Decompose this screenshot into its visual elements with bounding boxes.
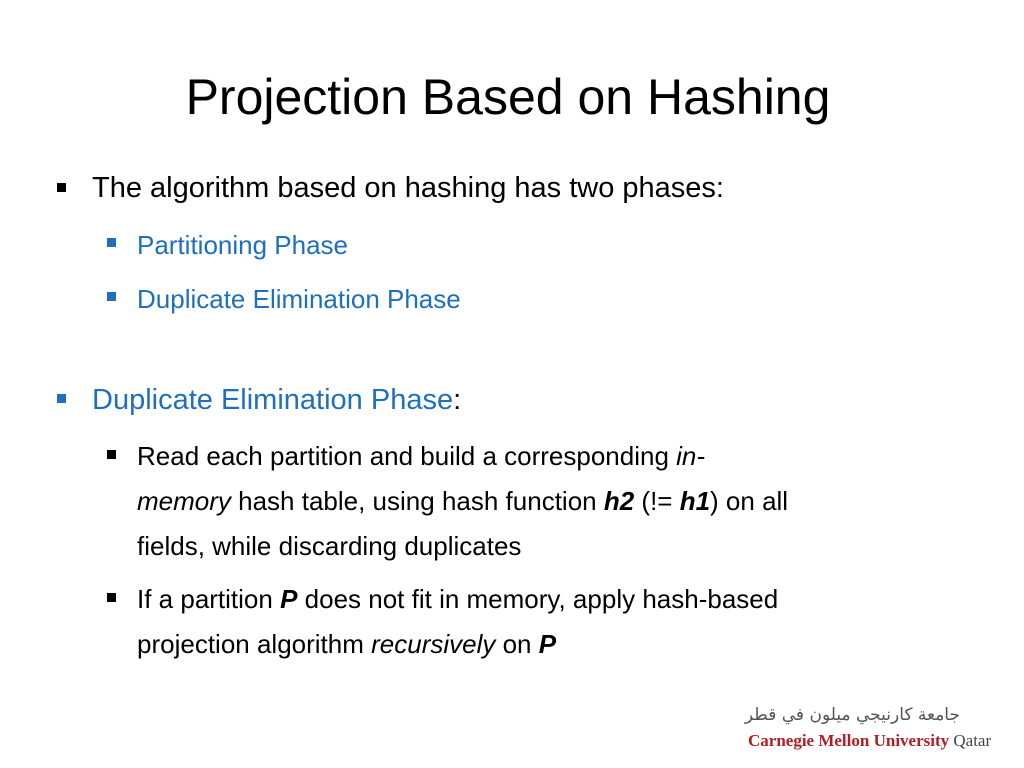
bullet-algorithm-phases	[92, 168, 724, 208]
text-run: (!=	[634, 486, 680, 516]
bullet-line	[137, 479, 997, 524]
logo-arabic-text: جامعة كارنيجي ميلون في قطر	[744, 705, 960, 725]
text-run-italic: recursively	[371, 629, 496, 659]
bullet-partition-recursive	[137, 577, 997, 667]
logo-location: Qatar	[953, 731, 992, 750]
text-run: does not fit in memory, apply hash-based	[297, 584, 779, 614]
bullet-text: Duplicate Elimination Phase	[137, 284, 461, 314]
bullet-text: Partitioning Phase	[137, 230, 349, 260]
bullet-duplicate-elimination-phase	[137, 277, 461, 322]
bullet-line	[137, 524, 997, 569]
bullet-text: The algorithm based on hashing has two phases:	[92, 172, 724, 204]
text-run: projection algorithm	[137, 629, 372, 659]
text-run: If a partition	[137, 584, 281, 614]
bullet-line	[137, 577, 997, 622]
bullet-duplicate-elimination-heading	[92, 380, 461, 420]
bullet-square-icon	[57, 183, 66, 192]
bullet-line	[137, 622, 997, 667]
text-run-bold-italic: h1	[679, 486, 711, 516]
text-run-italic: memory	[137, 486, 231, 516]
heading-suffix: :	[453, 384, 462, 416]
text-run: ) on all	[710, 486, 789, 516]
bullet-square-icon	[107, 238, 116, 247]
text-run: fields, while discarding duplicates	[137, 531, 522, 561]
bullet-square-icon	[107, 292, 116, 301]
text-run: hash table, using hash function	[230, 486, 604, 516]
heading-label: Duplicate Elimination Phase	[92, 384, 454, 416]
text-run-bold-italic: P	[280, 584, 298, 614]
bullet-read-partition	[137, 434, 997, 569]
text-run-bold-italic: h2	[603, 486, 635, 516]
bullet-line	[137, 434, 997, 479]
bullet-square-icon	[57, 394, 66, 403]
cmu-qatar-logo	[744, 704, 992, 754]
bullet-square-icon	[107, 593, 116, 602]
text-run-bold-italic: P	[538, 629, 557, 659]
logo-english-text	[748, 730, 991, 752]
bullet-partitioning-phase	[137, 223, 348, 268]
text-run: Read each partition and build a corresponding	[137, 441, 677, 471]
bullet-square-icon	[107, 450, 116, 459]
logo-university-name: Carnegie Mellon University	[748, 731, 950, 750]
slide-title: Projection Based on Hashing	[185, 69, 831, 125]
text-run-italic: in-	[676, 441, 706, 471]
text-run: on	[495, 629, 539, 659]
